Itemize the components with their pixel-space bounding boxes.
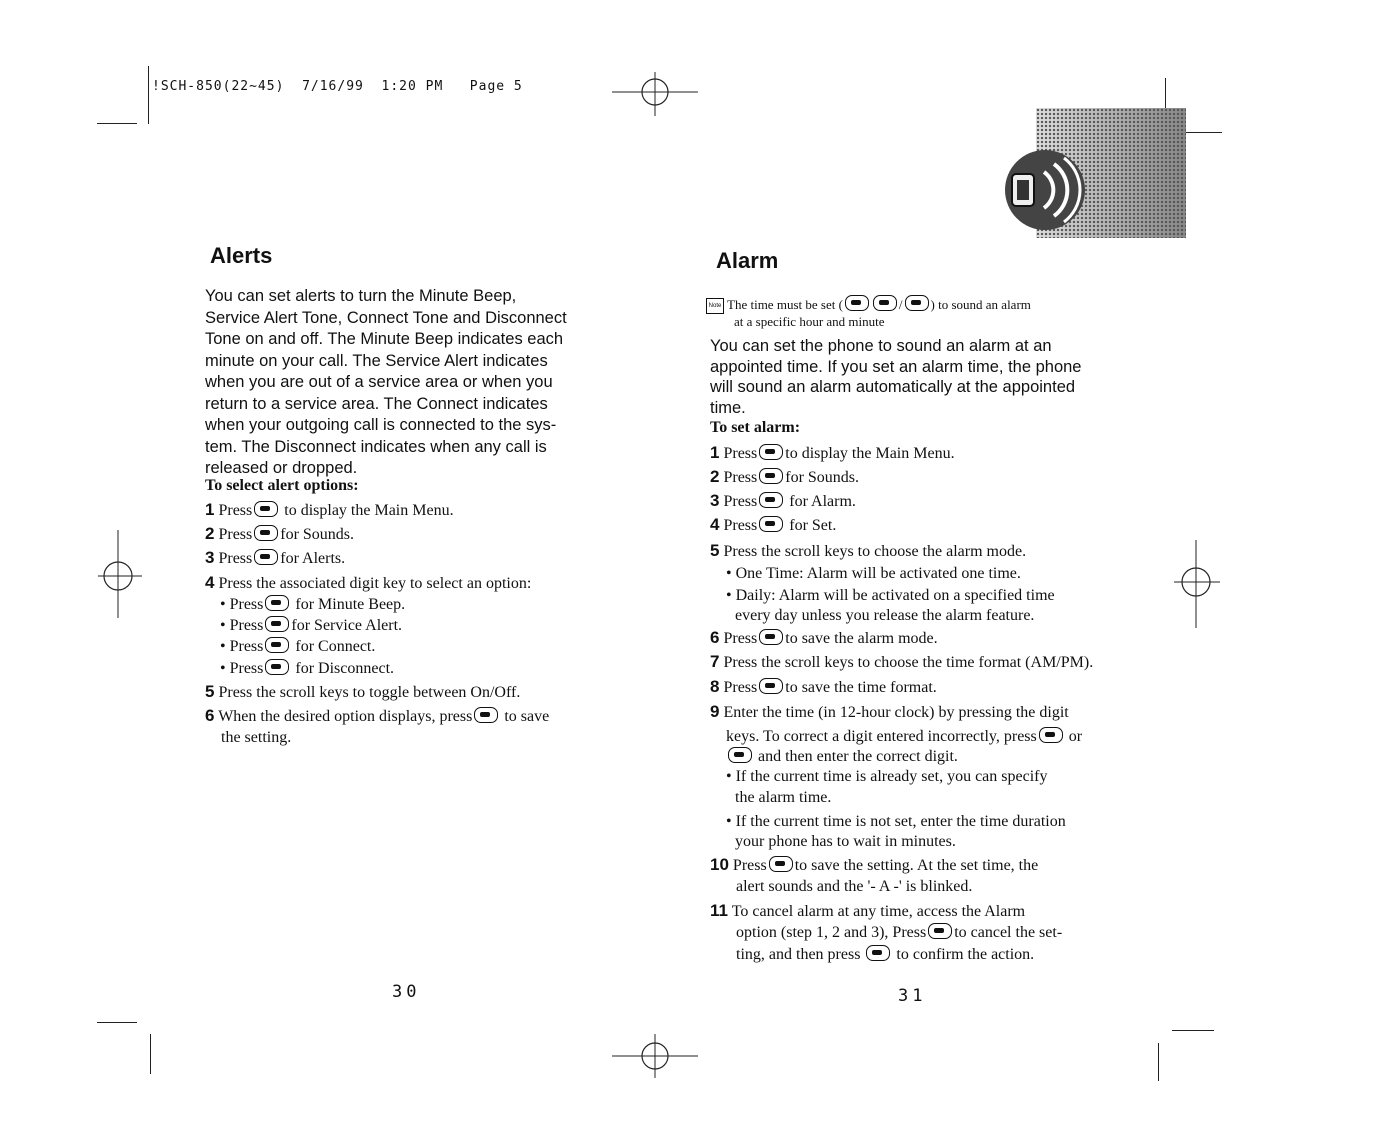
- bullet-text: for Service Alert.: [291, 617, 403, 634]
- step-text: To cancel alarm at any time, access the Alarm: [731, 903, 1026, 920]
- step-number: 1: [205, 500, 215, 519]
- crop-mark: [148, 66, 149, 124]
- step-text: Press: [723, 679, 758, 696]
- digit-key-icon: [265, 637, 289, 653]
- alarm-bullet-cont: every day unless you release the alarm feature.: [735, 607, 1035, 624]
- step-text: to confirm the action.: [896, 946, 1035, 963]
- save-key-icon: [759, 629, 783, 645]
- alarm-step-9-cont: [726, 727, 1082, 746]
- alerts-subhead: To select alert options:: [205, 477, 359, 494]
- intro-line: when you are out of a service area or when you: [205, 373, 553, 391]
- digit-key-icon: [254, 549, 278, 565]
- step-text: option (step 1, 2 and 3), Press: [736, 924, 927, 941]
- alarm-step-1: [710, 443, 955, 463]
- registration-mark-top: [612, 72, 698, 116]
- alarm-step-4: [710, 515, 836, 535]
- intro-line: released or dropped.: [205, 459, 358, 477]
- step-number: 2: [710, 467, 720, 486]
- step-number: 3: [205, 548, 215, 567]
- save-key-icon: [759, 678, 783, 694]
- crop-mark: [97, 123, 137, 124]
- alarm-note: Note The time must be set ( / ) to sound an alarm at a specific hour and minute: [706, 295, 1031, 329]
- bullet-text: • Press: [220, 638, 264, 655]
- intro-line: minute on your call. The Service Alert indicates: [205, 351, 548, 370]
- step-number: 7: [710, 652, 720, 671]
- step-text: Press: [218, 502, 253, 519]
- alerts-step-2: [205, 524, 354, 544]
- note-text: ) to sound an alarm: [930, 297, 1031, 312]
- intro-line: will sound an alarm automatically at the appointed: [710, 378, 1076, 396]
- step-text: to display the Main Menu.: [284, 502, 454, 519]
- alarm-bullet-cont: the alarm time.: [735, 789, 832, 806]
- step-number: 4: [710, 515, 720, 534]
- crop-mark: [97, 1022, 137, 1023]
- alerts-step-3: [205, 548, 345, 568]
- intro-line: tem. The Disconnect indicates when any call is: [205, 437, 547, 456]
- bullet-text: • Press: [220, 596, 264, 613]
- step-text: to save the time format.: [785, 679, 937, 696]
- step-text: Press: [218, 550, 253, 567]
- bullet-text: for Connect.: [295, 638, 376, 655]
- alarm-bullet: • Daily: Alarm will be activated on a specified time: [726, 587, 1055, 604]
- step-text: and then enter the correct digit.: [758, 748, 958, 765]
- alarm-step-9: [710, 702, 1069, 722]
- alerts-intro: [205, 286, 625, 480]
- step-text: Press: [732, 857, 767, 874]
- alerts-bullet: [220, 616, 402, 635]
- step-number: 6: [710, 628, 720, 647]
- slug-time: 1:20 PM: [381, 79, 444, 94]
- crop-mark: [1172, 1030, 1214, 1031]
- step-number: 6: [205, 706, 215, 725]
- step-text: Press: [723, 630, 758, 647]
- bullet-text: for Minute Beep.: [295, 596, 406, 613]
- alarm-step-8: [710, 677, 937, 697]
- intro-line: appointed time. If you set an alarm time, the phone: [710, 357, 1082, 376]
- alarm-step-10: [710, 855, 1038, 875]
- menu-key-icon: [759, 444, 783, 460]
- print-slug: [152, 79, 523, 94]
- bullet-text: • Press: [220, 660, 264, 677]
- digit-key-icon: [254, 525, 278, 541]
- clear-key-icon: [1039, 727, 1063, 743]
- digit-key-icon: [265, 616, 289, 632]
- step-number: 5: [205, 682, 215, 701]
- alerts-title-text: Alerts: [210, 243, 273, 268]
- alerts-bullet: [220, 595, 405, 614]
- step-text: Press the scroll keys to toggle between On/Off.: [218, 684, 521, 701]
- alarm-step-3: [710, 491, 856, 511]
- step-text: for Sounds.: [785, 469, 860, 486]
- alarm-intro: [710, 336, 1130, 418]
- step-text: for Sounds.: [280, 526, 355, 543]
- alarm-subhead: To set alarm:: [710, 419, 801, 436]
- registration-mark-bottom: [612, 1034, 698, 1078]
- scroll-key-icon: [728, 747, 752, 763]
- intro-line: time.: [710, 398, 746, 417]
- save-key-icon: [769, 856, 793, 872]
- step-text: to display the Main Menu.: [785, 445, 955, 462]
- step-text: to save: [504, 708, 550, 725]
- note-icon: Note: [706, 298, 724, 314]
- step-text: keys. To correct a digit entered incorrectly, press: [726, 728, 1037, 745]
- alarm-bullet-cont: your phone has to wait in minutes.: [735, 833, 956, 850]
- alarm-step-2: [710, 467, 859, 487]
- step-text: Press: [218, 526, 253, 543]
- speaker-sound-icon: [1000, 150, 1100, 230]
- intro-line: Service Alert Tone, Connect Tone and Disconnect: [205, 308, 567, 327]
- registration-mark-left: [98, 530, 142, 618]
- step-text: or: [1068, 728, 1083, 745]
- bullet-text: • Press: [220, 617, 264, 634]
- step-number: 3: [710, 491, 720, 510]
- crop-mark: [150, 1034, 151, 1074]
- alarm-step-7: [710, 652, 1093, 672]
- alarm-step-11: [710, 901, 1025, 921]
- digit-key-icon: [759, 492, 783, 508]
- note-text: The time must be set (: [727, 297, 843, 312]
- alerts-step-6-cont: the setting.: [221, 729, 292, 746]
- alarm-bullet: • One Time: Alarm will be activated one time.: [726, 565, 1021, 582]
- note-text: at a specific hour and minute: [734, 314, 885, 330]
- step-text: Press: [723, 517, 758, 534]
- step-number: 11: [710, 901, 728, 920]
- step-number: 9: [710, 702, 720, 721]
- step-text: Press the associated digit key to select an option:: [218, 575, 532, 592]
- alarm-title-text: Alarm: [716, 248, 779, 273]
- alarm-step-9-cont: [726, 747, 958, 766]
- registration-mark-right: [1174, 540, 1220, 628]
- digit-key-icon: [873, 295, 897, 311]
- bullet-text: for Disconnect.: [295, 660, 395, 677]
- step-number: 8: [710, 677, 720, 696]
- step-text: Press the scroll keys to choose the alarm mode.: [723, 543, 1027, 560]
- step-text: Enter the time (in 12-hour clock) by pressing the digit: [723, 704, 1069, 721]
- slug-page: Page 5: [469, 79, 523, 94]
- digit-key-icon: [265, 595, 289, 611]
- step-text: for Alerts.: [280, 550, 346, 567]
- alarm-title: [716, 248, 778, 274]
- step-text: Press: [723, 469, 758, 486]
- step-text: Press the scroll keys to choose the time format (AM/PM).: [723, 654, 1094, 671]
- alerts-step-6: [205, 706, 549, 726]
- alarm-step-6: [710, 628, 938, 648]
- alerts-bullet: [220, 659, 394, 678]
- step-text: for Set.: [789, 517, 837, 534]
- step-number: 5: [710, 541, 720, 560]
- digit-key-icon: [905, 295, 929, 311]
- alarm-bullet: • If the current time is not set, enter the time duration: [726, 813, 1066, 830]
- alarm-step-5: [710, 541, 1026, 561]
- alerts-title: [210, 243, 272, 269]
- alerts-step-4: [205, 573, 531, 593]
- step-number: 4: [205, 573, 215, 592]
- intro-line: You can set alerts to turn the Minute Beep,: [205, 287, 517, 305]
- slug-code: !SCH-850(22~45): [152, 79, 285, 94]
- save-key-icon: [866, 945, 890, 961]
- step-text: Press: [723, 493, 758, 510]
- step-number: 1: [710, 443, 720, 462]
- page-number-right: 31: [898, 986, 927, 1006]
- step-number: 2: [205, 524, 215, 543]
- alerts-bullet: [220, 637, 375, 656]
- step-text: to save the alarm mode.: [785, 630, 938, 647]
- alerts-step-5: [205, 682, 520, 702]
- digit-key-icon: [928, 923, 952, 939]
- menu-key-icon: [254, 501, 278, 517]
- digit-key-icon: [759, 468, 783, 484]
- step-text: ting, and then press: [736, 946, 861, 963]
- step-text: When the desired option displays, press: [218, 708, 473, 725]
- step-number: 10: [710, 855, 729, 874]
- alarm-step-11-cont: [736, 945, 1034, 964]
- page-number-left: 30: [392, 982, 421, 1002]
- alarm-step-11-cont: [736, 923, 1062, 942]
- alarm-step-10-cont: alert sounds and the '- A -' is blinked.: [736, 878, 973, 895]
- slug-date: 7/16/99: [302, 79, 364, 94]
- save-key-icon: [474, 707, 498, 723]
- intro-line: when your outgoing call is connected to the sys-: [205, 416, 557, 434]
- intro-line: return to a service area. The Connect indicates: [205, 394, 548, 413]
- step-text: for Alarm.: [789, 493, 856, 510]
- menu-key-icon: [845, 295, 869, 311]
- step-text: to cancel the set-: [954, 924, 1063, 941]
- alarm-bullet: • If the current time is already set, you can specify: [726, 768, 1048, 785]
- crop-mark: [1158, 1043, 1159, 1081]
- alerts-step-1: [205, 500, 454, 520]
- step-text: Press: [723, 445, 758, 462]
- intro-line: Tone on and off. The Minute Beep indicates each: [205, 330, 564, 348]
- intro-line: You can set the phone to sound an alarm at an: [710, 337, 1052, 355]
- digit-key-icon: [759, 516, 783, 532]
- step-text: to save the setting. At the set time, the: [794, 857, 1039, 874]
- digit-key-icon: [265, 659, 289, 675]
